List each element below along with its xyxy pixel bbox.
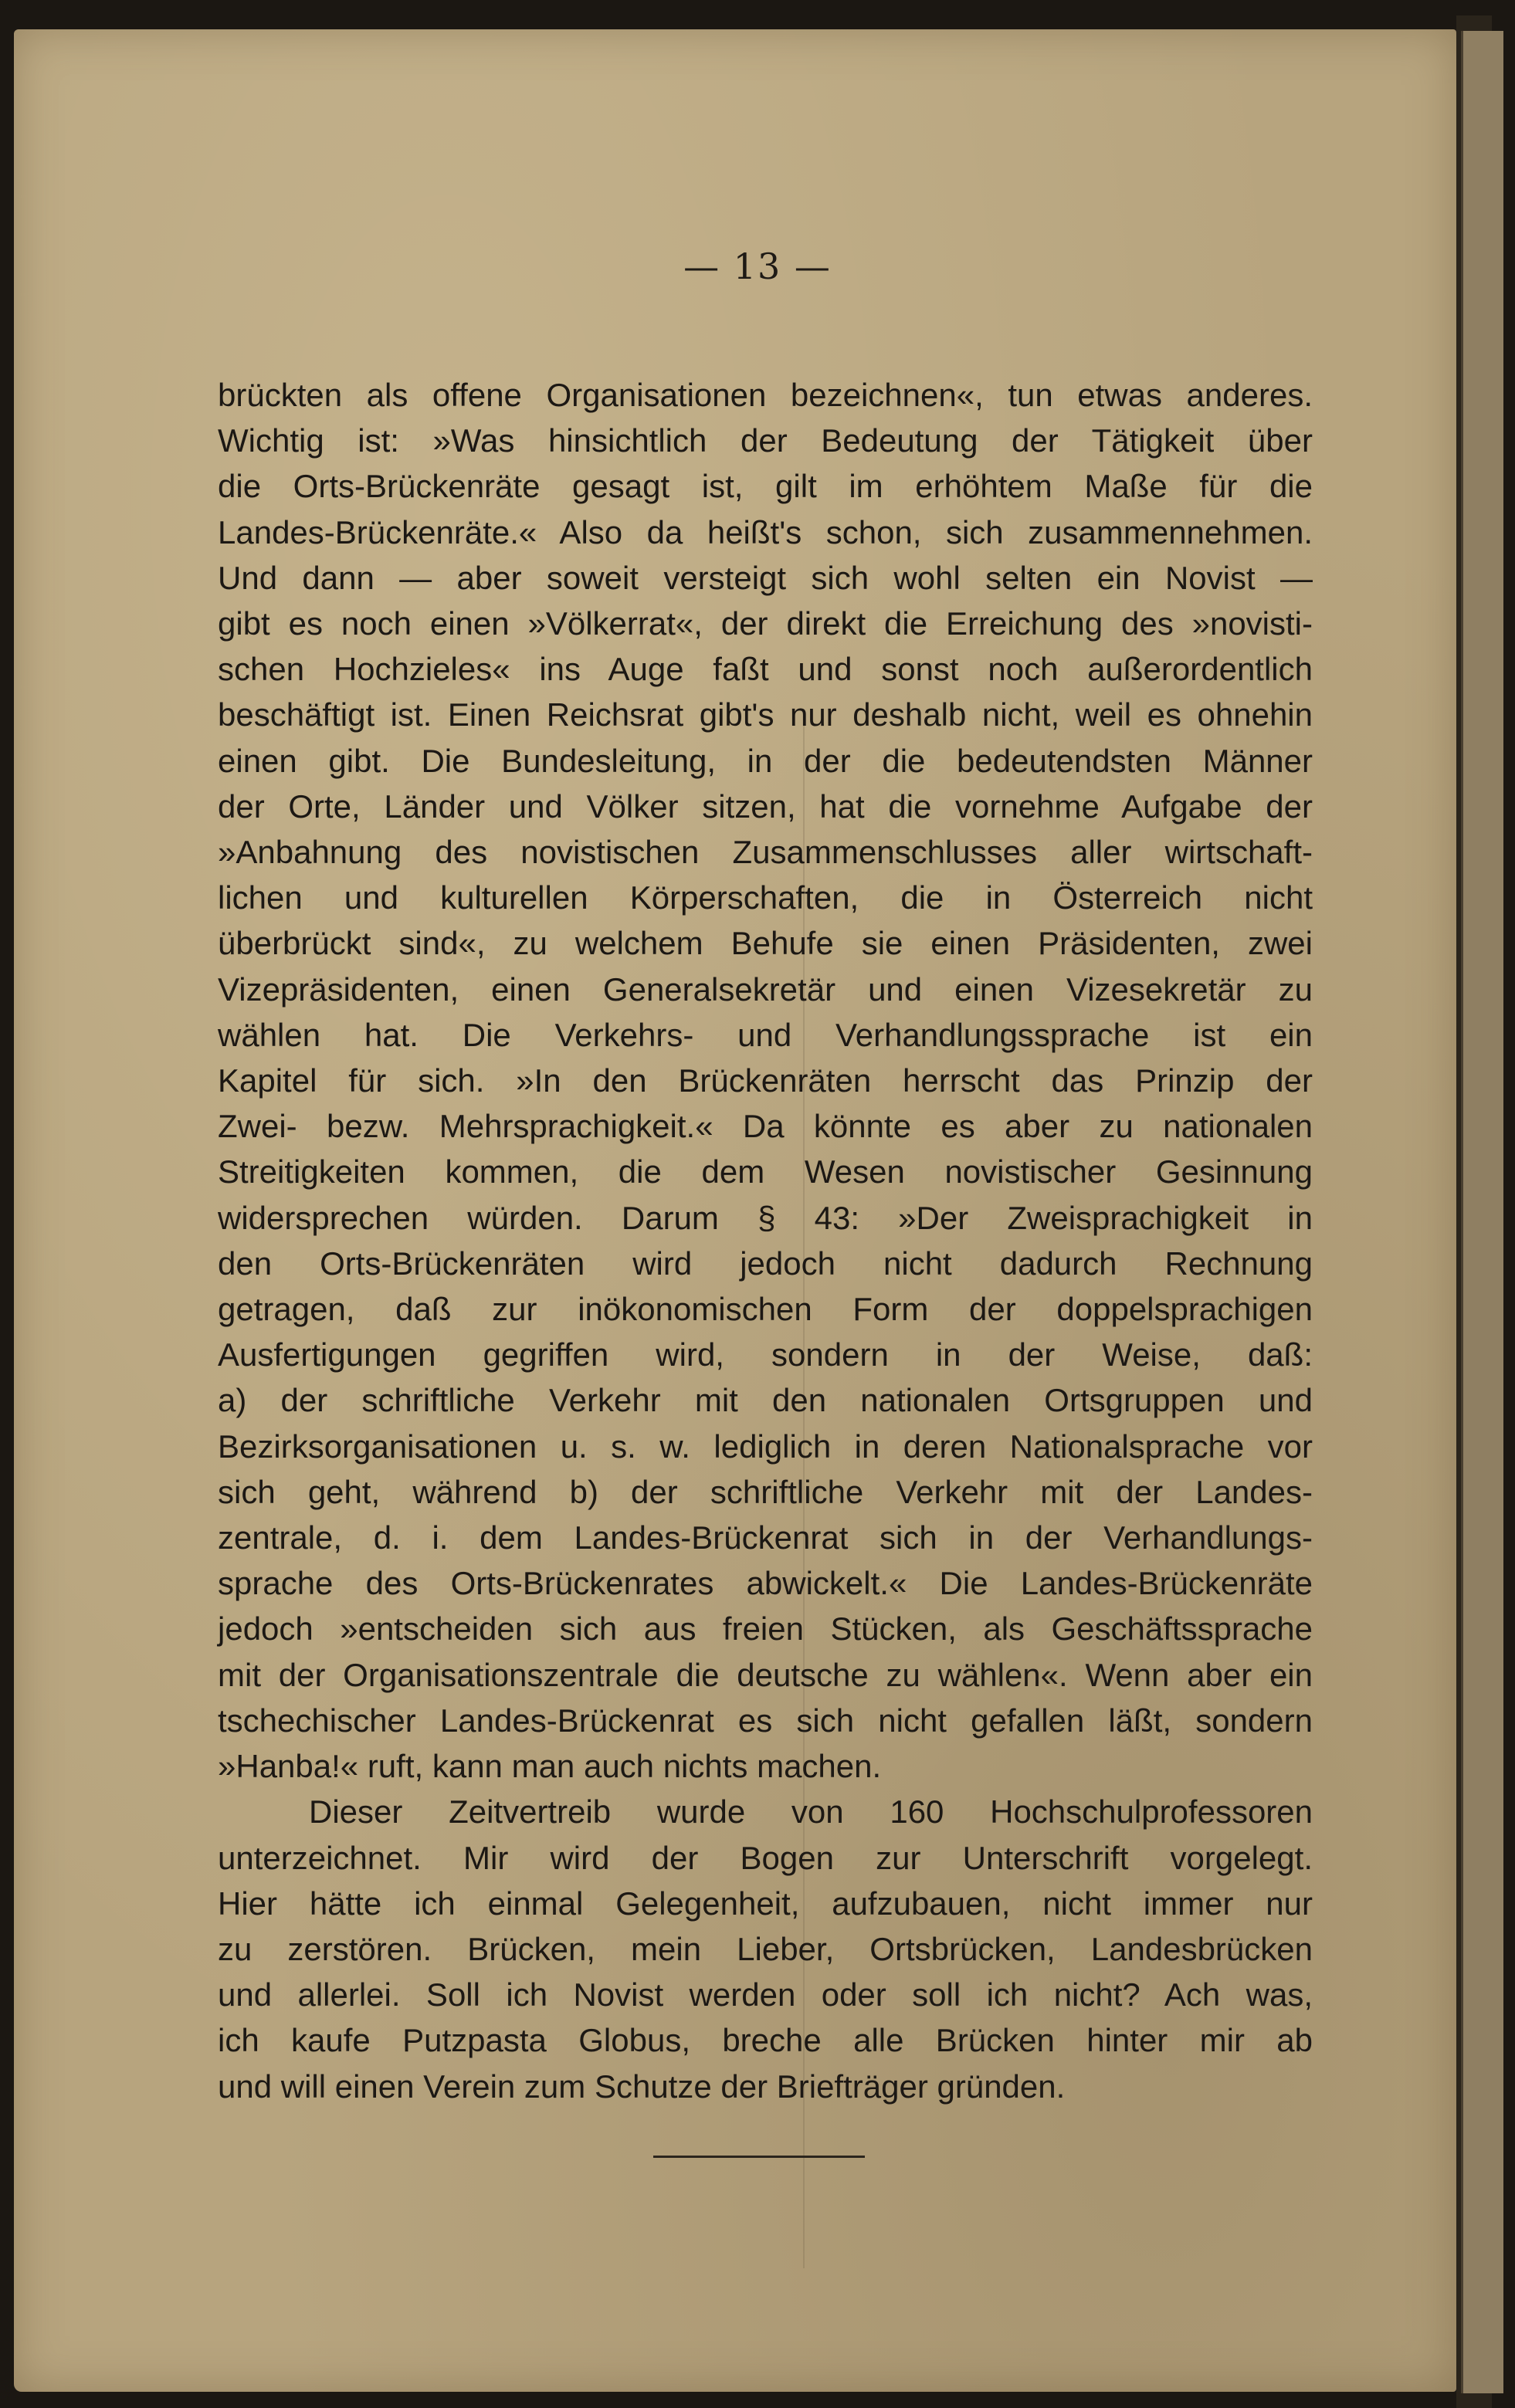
section-end-rule: [653, 2156, 865, 2158]
text-line: Und dann — aber soweit versteigt sich wohl selten ein Novist —: [218, 559, 1313, 596]
text-line: Zwei- bezw. Mehrsprachigkeit.« Da könnte es aber zu nationalen: [218, 1108, 1313, 1145]
text-line: zentrale, d. i. dem Landes-Brückenrat sich in der Verhandlungs-: [218, 1519, 1313, 1556]
text-line: Dieser Zeitvertreib wurde von 160 Hochschulprofessoren: [309, 1793, 1313, 1831]
text-line: tschechischer Landes-Brückenrat es sich nicht gefallen läßt, sondern: [218, 1702, 1313, 1739]
text-line: einen gibt. Die Bundesleitung, in der die bedeutendsten Männer: [218, 742, 1313, 779]
text-line: Wichtig ist: »Was hinsichtlich der Bedeutung der Tätigkeit über: [218, 422, 1313, 459]
text-line: unterzeichnet. Mir wird der Bogen zur Unterschrift vorgelegt.: [218, 1839, 1313, 1876]
text-line: Kapitel für sich. »In den Brückenräten herrscht das Prinzip der: [218, 1062, 1313, 1099]
page-number: — 13 —: [683, 246, 832, 287]
text-line: Streitigkeiten kommen, die dem Wesen novistischer Gesinnung: [218, 1153, 1313, 1190]
text-line: und will einen Verein zum Schutze der Briefträger gründen.: [218, 2068, 1066, 2105]
text-line: den Orts-Brückenräten wird jedoch nicht dadurch Rechnung: [218, 1245, 1313, 1282]
text-line: der Orte, Länder und Völker sitzen, hat die vornehme Aufgabe der: [218, 787, 1313, 825]
text-line: getragen, daß zur inökonomischen Form der doppelsprachigen: [218, 1291, 1313, 1328]
text-line: sich geht, während b) der schriftliche Verkehr mit der Landes-: [218, 1473, 1313, 1510]
text-line: Hier hätte ich einmal Gelegenheit, aufzubauen, nicht immer nur: [218, 1885, 1313, 1922]
text-line: und allerlei. Soll ich Novist werden oder soll ich nicht? Ach was,: [218, 1976, 1313, 2013]
text-line: überbrückt sind«, zu welchem Behufe sie einen Präsidenten, zwei: [218, 925, 1313, 962]
text-line: Landes-Brückenräte.« Also da heißt's schon, sich zusammennehmen.: [218, 513, 1313, 550]
body-text: [218, 372, 1313, 2109]
text-line: ich kaufe Putzpasta Globus, breche alle Brücken hinter mir ab: [218, 2022, 1313, 2059]
text-line: lichen und kulturellen Körperschaften, die in Österreich nicht: [218, 879, 1313, 916]
text-line: brückten als offene Organisationen bezeichnen«, tun etwas anderes.: [218, 377, 1313, 413]
text-line: a) der schriftliche Verkehr mit den nationalen Ortsgruppen und: [218, 1382, 1313, 1419]
text-line: schen Hochzieles« ins Auge faßt und sonst noch außerordentlich: [218, 651, 1313, 688]
adjacent-page-edge: [1461, 31, 1503, 2393]
text-line: Ausfertigungen gegriffen wird, sondern in der Weise, daß:: [218, 1336, 1313, 1373]
text-line: jedoch »entscheiden sich aus freien Stücken, als Geschäftssprache: [218, 1610, 1313, 1648]
text-line: wählen hat. Die Verkehrs- und Verhandlungssprache ist ein: [218, 1016, 1313, 1053]
text-line: »Anbahnung des novistischen Zusammenschlusses aller wirtschaft-: [218, 834, 1313, 871]
text-line: zu zerstören. Brücken, mein Lieber, Ortsbrücken, Landesbrücken: [218, 1930, 1313, 1967]
text-line: beschäftigt ist. Einen Reichsrat gibt's nur deshalb nicht, weil es ohnehin: [218, 696, 1313, 733]
text-line: gibt es noch einen »Völkerrat«, der direkt die Erreichung des »novisti-: [218, 605, 1313, 642]
text-line: mit der Organisationszentrale die deutsche zu wählen«. Wenn aber ein: [218, 1656, 1313, 1693]
text-line: »Hanba!« ruft, kann man auch nichts machen.: [218, 1748, 882, 1785]
text-line: Bezirksorganisationen u. s. w. lediglich in deren Nationalsprache vor: [218, 1428, 1313, 1465]
text-line: die Orts-Brückenräte gesagt ist, gilt im erhöhtem Maße für die: [218, 468, 1313, 505]
text-line: Vizepräsidenten, einen Generalsekretär und einen Vizesekretär zu: [218, 970, 1313, 1008]
text-line: sprache des Orts-Brückenrates abwickelt.« Die Landes-Brückenräte: [218, 1565, 1313, 1602]
text-line: widersprechen würden. Darum § 43: »Der Zweisprachigkeit in: [218, 1199, 1313, 1236]
